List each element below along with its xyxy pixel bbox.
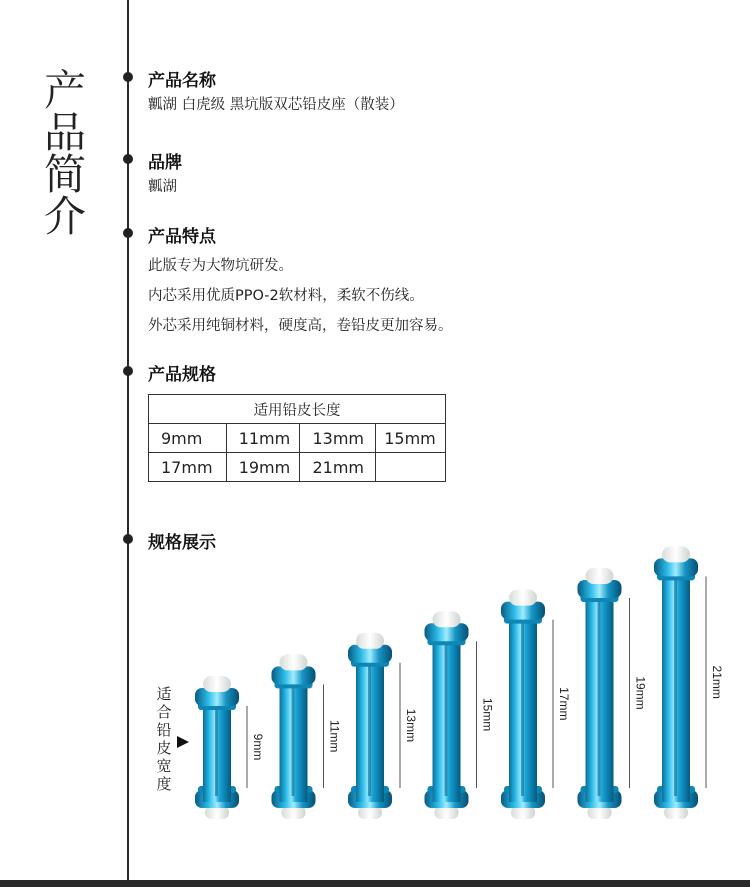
table-cell: 11mm: [226, 424, 300, 453]
fit-label-char: 度: [156, 775, 172, 793]
side-title-char: 简: [43, 150, 86, 199]
feature-line: 内芯采用优质PPO-2软材料，柔软不伤线。: [148, 288, 424, 304]
length-label: 9mm: [251, 733, 265, 761]
spool-top-cap: [433, 611, 461, 627]
table-cell: 15mm: [376, 424, 446, 453]
fit-label-char: 合: [156, 703, 172, 721]
fit-label-char: 皮: [156, 739, 172, 757]
feature-line: 此版专为大物坑研发。: [148, 258, 293, 274]
length-label: 21mm: [710, 665, 724, 699]
side-title-char: 产: [43, 66, 86, 115]
length-label: 11mm: [327, 719, 342, 753]
spool-rod-groove: [368, 665, 371, 796]
length-label: 13mm: [404, 708, 418, 743]
spool-top-cap: [203, 676, 231, 692]
side-title-char: 介: [43, 192, 86, 241]
length-label: 17mm: [557, 687, 571, 721]
spool-rod-groove: [292, 686, 295, 796]
fit-label-char: 宽: [156, 757, 172, 775]
spool-rod-groove: [521, 622, 524, 796]
fit-label-char: 适: [156, 685, 172, 703]
side-title-char: 品: [43, 108, 86, 157]
spool-top-cap: [280, 654, 308, 670]
section-heading-showcase: 规格展示: [148, 533, 216, 553]
spool-top-cap: [509, 590, 537, 606]
length-label: 15mm: [480, 697, 495, 732]
section-heading-name: 产品名称: [148, 71, 216, 91]
brand-text: 瓤湖: [148, 179, 177, 195]
section-heading-brand: 品牌: [148, 153, 182, 173]
table-cell: 17mm: [149, 453, 227, 482]
spool-rod-groove: [215, 708, 218, 796]
fit-label-char: 铅: [156, 721, 172, 739]
table-cell: 9mm: [149, 424, 227, 453]
spool-rod-groove: [674, 578, 677, 796]
table-cell: 21mm: [300, 453, 376, 482]
section-heading-spec: 产品规格: [148, 365, 216, 385]
section-heading-features: 产品特点: [148, 227, 216, 247]
spool-rod-groove: [598, 600, 601, 796]
table-header: 适用铅皮长度: [149, 395, 446, 424]
spool-top-cap: [586, 568, 614, 584]
length-label: 19mm: [633, 676, 648, 710]
spool-top-cap: [662, 546, 690, 562]
feature-line: 外芯采用纯铜材料，硬度高，卷铅皮更加容易。: [148, 318, 453, 334]
table-cell: 13mm: [300, 424, 376, 453]
spool-top-cap: [356, 633, 384, 649]
product-name-text: 瓤湖 白虎级 黑坑版双芯铅皮座（散装）: [148, 97, 404, 113]
spool-rod-groove: [445, 643, 448, 796]
table-cell: 19mm: [226, 453, 300, 482]
